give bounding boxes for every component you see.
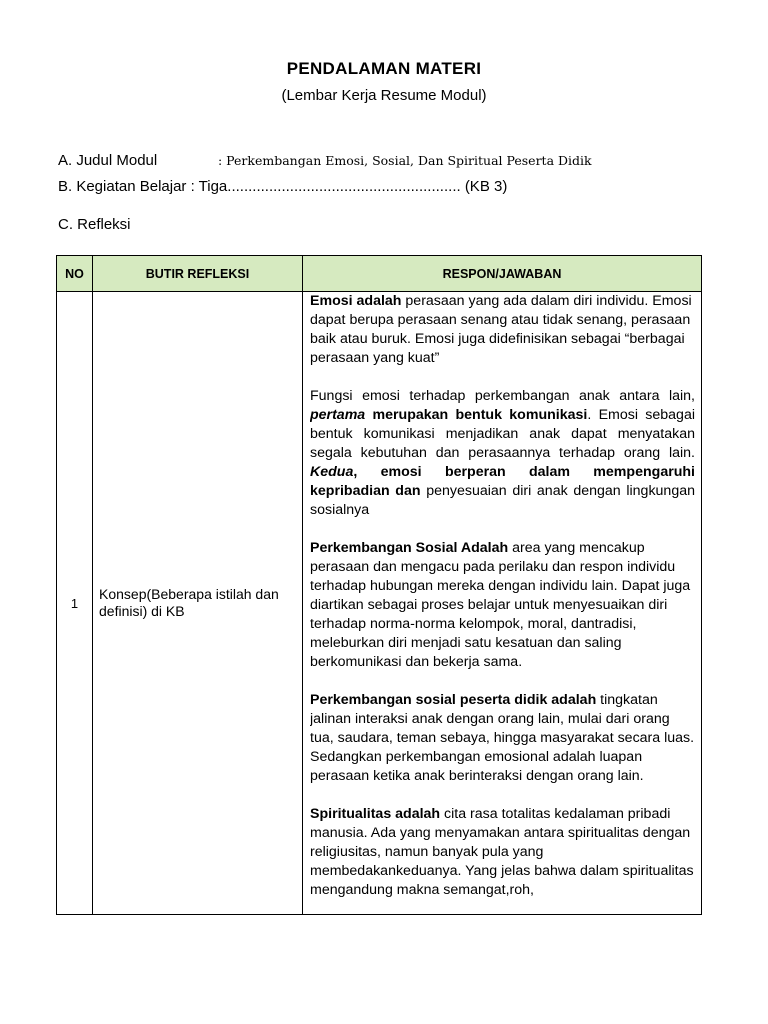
response-paragraph-spiritualitas: [310, 805, 695, 900]
module-title-label: A. Judul Modul: [58, 152, 158, 169]
header-butir-refleksi: BUTIR REFLEKSI: [93, 256, 303, 292]
text-spiritualitas: cita rasa totalitas kedalaman pribadi manusia. Ada yang menyamakan antara spiritualitas dengan religiusitas, namun banyak pula yang membedakankeduanya. Yang jelas bahwa dalam spiritualitas mengandung makna semangat,roh,: [310, 806, 694, 898]
header-respon-jawaban: RESPON/JAWABAN: [303, 256, 702, 292]
page-title: PENDALAMAN MATERI: [286, 59, 482, 78]
term-emosi: Emosi adalah: [310, 293, 402, 309]
term-kepribadian: , emosi berperan dalam mempengaruhi kepribadian dan: [310, 464, 695, 499]
text-sosial-peserta-didik: tingkatan jalinan interaksi anak dengan orang lain, mulai dari orang tua, saudara, teman sebaya, hingga masyarakat secara luas. Sedangkan perkembangan emosional adalah luapan perasaan ketika anak berinteraksi dengan orang lain.: [310, 692, 695, 784]
term-pertama: pertama: [310, 407, 366, 423]
header-no: NO: [57, 256, 93, 292]
table-row: [57, 292, 702, 915]
term-spiritualitas: Spiritualitas adalah: [310, 806, 441, 822]
response-cell: [303, 292, 702, 915]
module-title-row: [58, 152, 592, 169]
response-paragraph-fungsi-emosi: [310, 387, 695, 520]
reflection-table: [56, 255, 702, 915]
text-perkembangan-sosial: area yang mencakup perasaan dan mengacu pada perilaku dan respon individu terhadap hubungan mereka dengan individu lain. Dapat juga diartikan sebagai proses belajar untuk menyesuaikan diri terhadap norma-norma kelompok, moral, dantradisi, meleburkan diri menjadi satu kesatuan dan saling berkomunikasi dan bekerja sama.: [310, 540, 691, 670]
module-title-value: : Perkembangan Emosi, Sosial, Dan Spiritual Peserta Didik: [218, 153, 592, 168]
response-paragraph-sosial-peserta-didik: [310, 691, 695, 786]
table-header-row: [57, 256, 702, 292]
text-komunikasi: . Emosi sebagai bentuk komunikasi menjadikan anak dapat menyatakan segala kebutuhan dan perasaannya terhadap orang lain.: [310, 407, 695, 461]
term-komunikasi: merupakan bentuk komunikasi: [365, 407, 588, 423]
term-kedua: Kedua: [310, 464, 354, 480]
term-perkembangan-sosial: Perkembangan Sosial Adalah: [310, 540, 509, 556]
page-subtitle: (Lembar Kerja Resume Modul): [281, 87, 487, 104]
row-number: 1: [57, 292, 93, 915]
reflection-item: Konsep(Beberapa istilah dan definisi) di KB: [93, 292, 303, 915]
text-penyesuaian: penyesuaian diri anak dengan lingkungan sosialnya: [310, 483, 695, 518]
response-paragraph-perkembangan-sosial: [310, 539, 695, 672]
text-fungsi-intro: Fungsi emosi terhadap perkembangan anak antara lain,: [310, 388, 695, 404]
text-emosi: perasaan yang ada dalam diri individu. Emosi dapat berupa perasaan senang atau tidak senang, perasaan baik atau buruk. Emosi juga didefinisikan sebagai “berbagai perasaan yang kuat”: [310, 293, 692, 366]
response-paragraph-emosi: [310, 292, 695, 368]
learning-activity-row: B. Kegiatan Belajar : Tiga........................................................ (KB 3): [58, 178, 508, 195]
term-sosial-peserta-didik: Perkembangan sosial peserta didik adalah: [310, 692, 597, 708]
reflection-heading: C. Refleksi: [58, 216, 131, 233]
response-content: [310, 292, 695, 914]
